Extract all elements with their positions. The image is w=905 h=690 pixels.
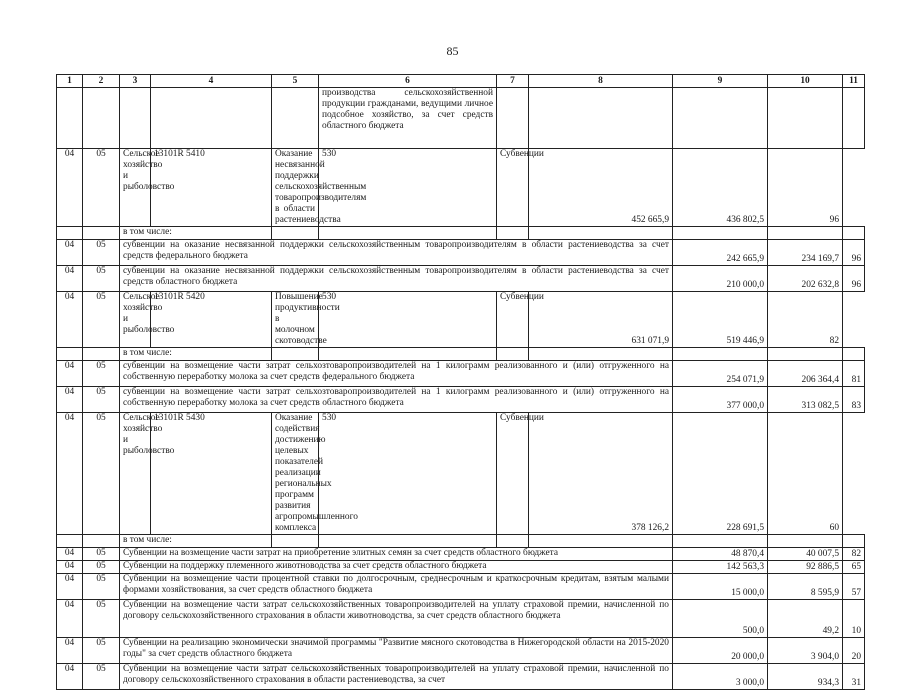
cell-plan: 48 870,4 bbox=[673, 548, 768, 561]
header-cell: 4 bbox=[151, 75, 272, 88]
cell-section: 04 bbox=[57, 561, 83, 574]
header-cell: 1 bbox=[57, 75, 83, 88]
table-row bbox=[57, 292, 865, 348]
cell-actual: 49,2 bbox=[768, 600, 843, 638]
cell-section: 04 bbox=[57, 361, 83, 387]
cell-including: в том числе: bbox=[120, 227, 272, 240]
cell-subsection: 05 bbox=[83, 638, 120, 664]
cell-section: 04 bbox=[57, 266, 83, 292]
cell-plan: 3 000,0 bbox=[673, 664, 768, 690]
cell-actual: 436 802,5 bbox=[673, 149, 768, 227]
cell-section: 04 bbox=[57, 548, 83, 561]
cell-plan: 20 000,0 bbox=[673, 638, 768, 664]
cell-actual: 313 082,5 bbox=[768, 387, 843, 413]
cell-description: Субвенции на возмещение части процентной ставки по долгосрочным, среднесрочным и краткосрочным кредитам, взятым малыми формами хозяйствования, за счет средств областного бюджета bbox=[120, 574, 673, 600]
cell-percent: 20 bbox=[843, 638, 865, 664]
header-row bbox=[57, 75, 865, 88]
cell-percent: 82 bbox=[768, 292, 843, 348]
cell-subsection: 05 bbox=[83, 240, 120, 266]
cell-subsection: 05 bbox=[83, 361, 120, 387]
cell-actual: 228 691,5 bbox=[673, 413, 768, 535]
budget-table bbox=[56, 74, 865, 690]
cell-section: 04 bbox=[57, 664, 83, 690]
cell-section: 04 bbox=[57, 574, 83, 600]
cell-subsection: 05 bbox=[83, 561, 120, 574]
cell-actual: 934,3 bbox=[768, 664, 843, 690]
header-cell: 6 bbox=[319, 75, 497, 88]
cell-percent: 57 bbox=[843, 574, 865, 600]
cell-description: субвенции на возмещение части затрат сельхозтоваропроизводителей на 1 килограмм реализованного и (или) отгруженного на собственную переработку молока за счет средств областного бюджета bbox=[120, 387, 673, 413]
cell-description: Субвенции на возмещение части затрат на приобретение элитных семян за счет средств областного бюджета bbox=[120, 548, 673, 561]
cell-plan: 377 000,0 bbox=[673, 387, 768, 413]
page-number: 85 bbox=[446, 44, 459, 58]
cell-subsection: 05 bbox=[83, 387, 120, 413]
cell-plan: 254 071,9 bbox=[673, 361, 768, 387]
cell-percent: 31 bbox=[843, 664, 865, 690]
cell-percent: 81 bbox=[843, 361, 865, 387]
cell-section: 04 bbox=[57, 638, 83, 664]
cell-branch: Сельское хозяйство и рыболовство bbox=[120, 292, 151, 348]
cell-description: субвенции на возмещение части затрат сельхозтоваропроизводителей на 1 килограмм реализованного и (или) отгруженного на собственную переработку молока за счет средств федерального бюджета bbox=[120, 361, 673, 387]
cell-percent: 82 bbox=[843, 548, 865, 561]
table-row bbox=[57, 387, 865, 413]
cell-plan: 452 665,9 bbox=[529, 149, 673, 227]
cell-percent: 60 bbox=[768, 413, 843, 535]
cell-type-code: 530 bbox=[319, 413, 497, 535]
table-row bbox=[57, 149, 865, 227]
cell-description: Субвенции на возмещение части затрат сельскохозяйственных товаропроизводителей на уплату страховой премии, начисленной по договору сельскохозяйственного страхования в области животноводства, за счет средств областного бюджета bbox=[120, 600, 673, 638]
table-row bbox=[57, 361, 865, 387]
cell-branch: Сельское хозяйство и рыболовство bbox=[120, 413, 151, 535]
table-row bbox=[57, 600, 865, 638]
cell-plan: 500,0 bbox=[673, 600, 768, 638]
table-row bbox=[57, 664, 865, 690]
cell-actual: 8 595,9 bbox=[768, 574, 843, 600]
cell-plan: 15 000,0 bbox=[673, 574, 768, 600]
cell-subsection: 05 bbox=[83, 600, 120, 638]
cell-type-name: Субвенции bbox=[497, 292, 529, 348]
cell-branch: Сельское хозяйство и рыболовство bbox=[120, 149, 151, 227]
cell-plan: 242 665,9 bbox=[673, 240, 768, 266]
cell-code: 13101R 5410 bbox=[151, 149, 272, 227]
header-cell: 8 bbox=[529, 75, 673, 88]
cell-subsection: 05 bbox=[83, 266, 120, 292]
cell-percent: 10 bbox=[843, 600, 865, 638]
header-cell: 3 bbox=[120, 75, 151, 88]
table-row bbox=[57, 227, 865, 240]
cell-plan: 631 071,9 bbox=[529, 292, 673, 348]
cell-section: 04 bbox=[57, 600, 83, 638]
cell-percent: 83 bbox=[843, 387, 865, 413]
cell-type-name: Субвенции bbox=[497, 413, 529, 535]
cell-section: 04 bbox=[57, 149, 83, 227]
cell-actual: 3 904,0 bbox=[768, 638, 843, 664]
cell-description: Субвенции на поддержку племенного животноводства за счет средств областного бюджета bbox=[120, 561, 673, 574]
cell-percent: 96 bbox=[843, 240, 865, 266]
cell-percent: 96 bbox=[768, 149, 843, 227]
cell-subsection: 05 bbox=[83, 149, 120, 227]
cell-type-code: 530 bbox=[319, 149, 497, 227]
header-cell: 5 bbox=[272, 75, 319, 88]
table-row bbox=[57, 535, 865, 548]
cell-code: 13101R 5420 bbox=[151, 292, 272, 348]
table-row bbox=[57, 266, 865, 292]
cell-section: 04 bbox=[57, 240, 83, 266]
table-row bbox=[57, 348, 865, 361]
cell-actual: 206 364,4 bbox=[768, 361, 843, 387]
table-row bbox=[57, 561, 865, 574]
cell-actual: 519 446,9 bbox=[673, 292, 768, 348]
cell-percent: 65 bbox=[843, 561, 865, 574]
table-row bbox=[57, 413, 865, 535]
cell-percent: 96 bbox=[843, 266, 865, 292]
table-row bbox=[57, 574, 865, 600]
cell-including: в том числе: bbox=[120, 348, 272, 361]
table-row bbox=[57, 240, 865, 266]
cell-subsection: 05 bbox=[83, 548, 120, 561]
cell-section: 04 bbox=[57, 387, 83, 413]
cell-section: 04 bbox=[57, 292, 83, 348]
table-row bbox=[57, 88, 865, 149]
cell-section: 04 bbox=[57, 413, 83, 535]
header-cell: 10 bbox=[768, 75, 843, 88]
header-cell: 7 bbox=[497, 75, 529, 88]
cell-description: Повышение продуктивности в молочном скотоводстве bbox=[272, 292, 319, 348]
header-cell: 9 bbox=[673, 75, 768, 88]
cell-code: 13101R 5430 bbox=[151, 413, 272, 535]
cell-plan: 210 000,0 bbox=[673, 266, 768, 292]
table-row bbox=[57, 548, 865, 561]
header-cell: 11 bbox=[843, 75, 865, 88]
cell-description: Субвенции на реализацию экономически значимой программы "Развитие мясного скотоводства в Нижегородской области на 2015-2020 годы" за счет средств областного бюджета bbox=[120, 638, 673, 664]
cell-description: производства сельскохозяйственной продукции гражданами, ведущими личное подсобное хозяйство, за счет средств областного бюджета bbox=[319, 88, 497, 149]
cell-actual: 40 007,5 bbox=[768, 548, 843, 561]
cell-plan: 142 563,3 bbox=[673, 561, 768, 574]
cell-description: Оказание содействия достижению целевых показателей реализации региональных программ развития агропромышленного комплекса bbox=[272, 413, 319, 535]
cell-description: субвенции на оказание несвязанной поддержки сельскохозяйственным товаропроизводителям в области растениеводства за счет средств областного бюджета bbox=[120, 266, 673, 292]
cell-description: Оказание несвязанной поддержки сельскохозяйственным товаропроизводителям в области растениеводства bbox=[272, 149, 319, 227]
cell-description: Субвенции на возмещение части затрат сельскохозяйственных товаропроизводителей на уплату страховой премии, начисленной по договору сельскохозяйственного страхования в области растениеводства, за счет bbox=[120, 664, 673, 690]
table-row bbox=[57, 638, 865, 664]
cell-subsection: 05 bbox=[83, 574, 120, 600]
cell-subsection: 05 bbox=[83, 664, 120, 690]
header-cell: 2 bbox=[83, 75, 120, 88]
cell-description: субвенции на оказание несвязанной поддержки сельскохозяйственным товаропроизводителям в области растениеводства за счет средств федерального бюджета bbox=[120, 240, 673, 266]
cell-type-code: 530 bbox=[319, 292, 497, 348]
cell-actual: 202 632,8 bbox=[768, 266, 843, 292]
cell-subsection: 05 bbox=[83, 413, 120, 535]
cell-including: в том числе: bbox=[120, 535, 272, 548]
cell-actual: 92 886,5 bbox=[768, 561, 843, 574]
cell-type-name: Субвенции bbox=[497, 149, 529, 227]
cell-subsection: 05 bbox=[83, 292, 120, 348]
cell-plan: 378 126,2 bbox=[529, 413, 673, 535]
cell-actual: 234 169,7 bbox=[768, 240, 843, 266]
